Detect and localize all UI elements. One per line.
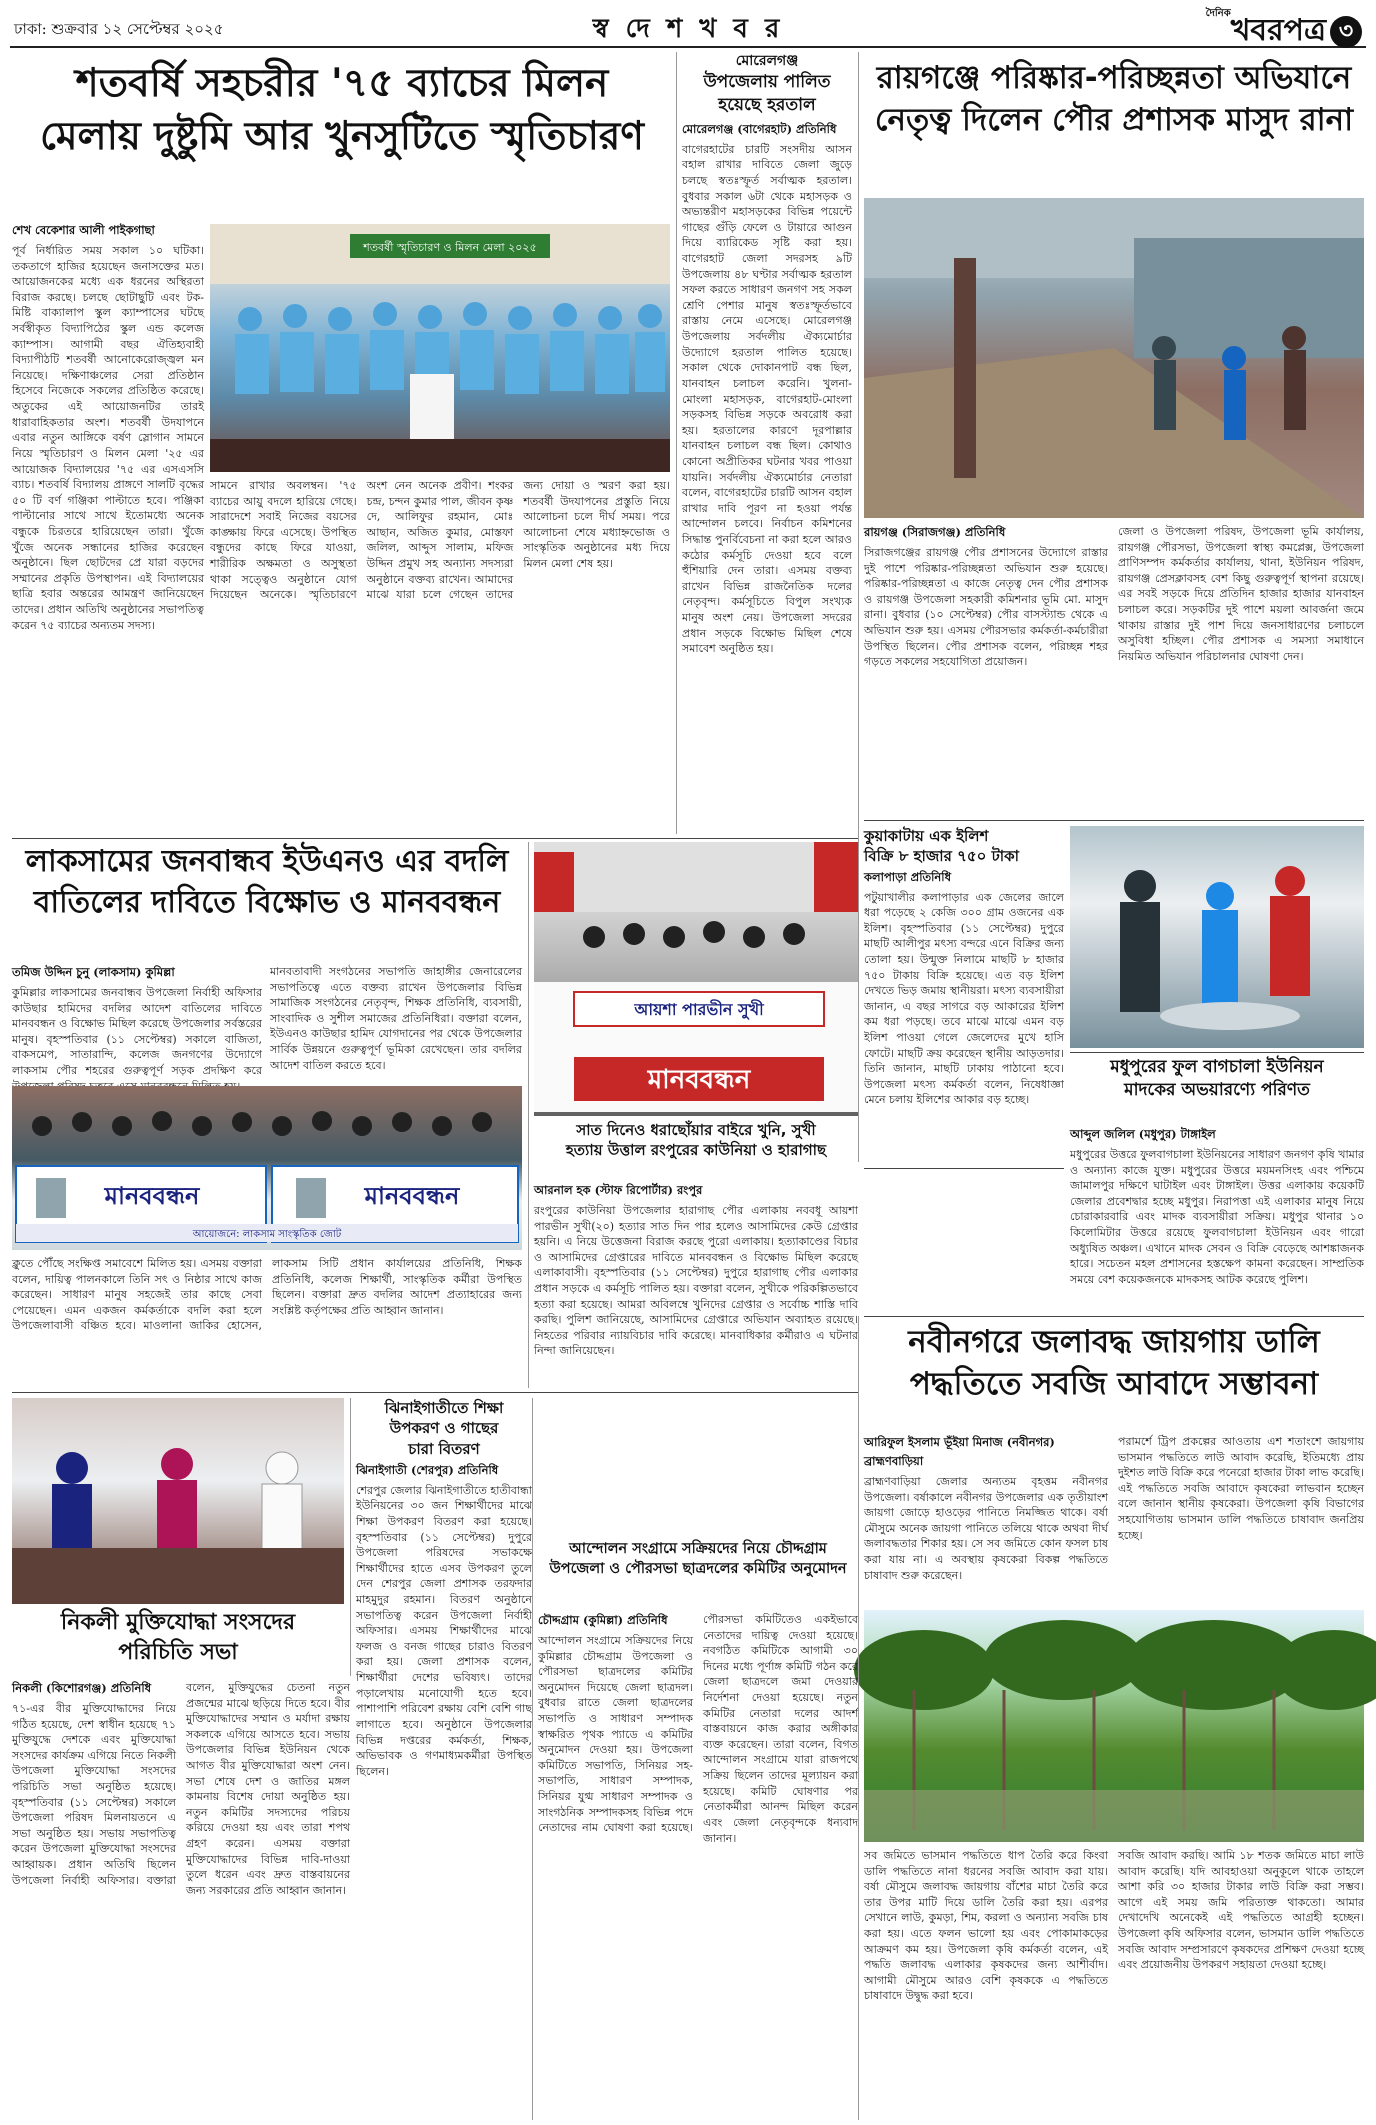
protest-photo-illustration [12, 1086, 522, 1250]
article11-column [538, 1612, 858, 2120]
article8-headline-line1: সাত দিনেও ধরাছোঁয়ার বাইরে খুনি, সুখী [576, 1121, 816, 1139]
article5-column [1070, 1126, 1364, 1312]
article11-headline-line2: উপজেলা ও পৌরসভা ছাত্রদলের কমিটির অনুমোদন [549, 1560, 847, 1577]
paper-logo-text: খবরপত্র [1230, 13, 1326, 48]
article4-body: পটুয়াখালীর কলাপাড়ার এক জেলের জালে ধরা পড়েছে ২ কেজি ৩০০ গ্রাম ওজনের এক ইলিশ। বৃহস্পতিবার (১১ সেপ্টেম্বর) দুপুরে মাছটি আলীপুর মৎস্য বন্দরে এনে বিক্রির জন্য তোলা হয়। উন্মুক্ত নিলামে মাছটি ৮ হাজার ৭৫০ টাকায় বিক্রি হয়েছে। এত বড় ইলিশ দেখতে ভিড় জমায় স্থানীয়রা। মৎস্য ব্যবসায়ীরা জানান, এ বছর সাগরে বড় আকারের ইলিশ কম ধরা পড়ছে। তবে মাঝে মাঝে এমন বড় ইলিশ পাওয়া গেলে জেলেদের মুখে হাসি ফোটে। মাছটি ক্রয় করেছেন স্থানীয় আড়তদার। তিনি জানান, মাছটি ঢাকায় পাঠানো হবে। উপজেলা মৎস্য কর্মকর্তা বলেন, নিষেধাজ্ঞা মেনে চলায় ইলিশের আকার বড় হচ্ছে। [864, 890, 1064, 1107]
article8-banner-top: আয়শা পারভীন সুখী [634, 1000, 764, 1019]
article9-headline-line1: ঝিনাইগাতীতে শিক্ষা [384, 1399, 504, 1417]
article6-column-bottom-left [864, 1848, 1108, 2120]
article1-headline-line1: শতবর্ষি সহচরীর '৭৫ ব্যাচের মিলন [75, 61, 609, 106]
fish-photo-illustration [1070, 826, 1364, 1048]
photo-banner-text: শতবর্ষী স্মৃতিচারণ ও মিলন মেলা ২০২৫ [363, 241, 537, 254]
article8-banner-text: মানববন্ধন [647, 1065, 751, 1095]
article1-body-bottom: সামনে রাখার অবলম্বন। '৭৫ ব্যাচের আয়ু বদলে হারিয়ে গেছে। সারাদেশে সবাই নিজের বয়সের কাঙ্ক্ষায় ফিরে এসেছে। উপস্থিত বন্ধুদের কাছে ফিরে যাওয়া, শারীরিক অক্ষমতা ও অসুস্থতা থাকা সত্ত্বেও অনুষ্ঠানে যোগ দিয়েছেন অনেকে। স্মৃতিচারণে অংশ নেন অনেক প্রবীণ। শংকর চন্দ্র, চন্দন কুমার পাল, জীবন কৃষ্ণ দে, আলিফুর রহমান, মোঃ আছান, অজিত কুমার, মোস্তফা জলিল, আব্দুস সালাম, মফিজ উদ্দিন প্রমুখ সহ অন্যান্য সদস্যরা অনুষ্ঠানে বক্তব্য রাখেন। আমাদের মাঝে যারা চলে গেছেন তাদের জন্য দোয়া ও স্মরণ করা হয়। শতবর্ষী উদযাপনের প্রস্তুতি নিয়ে আলোচনা চলে দীর্ঘ সময়। পরে আলোচনা শেষে মধ্যাহ্নভোজ ও সাংস্কৃতিক অনুষ্ঠানের মধ্য দিয়ে মিলন মেলা শেষ হয়। [210, 479, 670, 602]
section-divider [864, 1316, 1364, 1317]
article7-column-bottom [12, 1256, 522, 1386]
article1-group-photo [210, 224, 670, 472]
article4-headline-line2: বিক্রি ৮ হাজার ৭৫০ টাকা [864, 847, 1019, 866]
article11-headline [538, 1540, 858, 1610]
article6-vegetable-photo [864, 1610, 1364, 1842]
article8-photo-illustration [534, 842, 858, 1116]
column-divider [858, 52, 859, 1162]
article3-headline [864, 52, 1364, 192]
article7-byline: তমিজ উদ্দিন চুনু (লাকসাম) কুমিল্লা [12, 965, 175, 979]
article5-headline-line1: মধুপুরের ফুল বাগচালা ইউনিয়ন [1110, 1057, 1324, 1077]
article1-column-bottom [210, 478, 670, 834]
section-divider [1070, 1052, 1364, 1053]
cleaning-photo-illustration [864, 198, 1364, 518]
article1-body-left: পূর্ব নির্ধারিত সময় সকাল ১০ ঘটিকা। তকতাগে হাজির হয়েছেন জনাসক্তের মত। আয়োজনকের মধ্যে এক ধরনের অস্থিরতা বিরাজ করছে। চলছে ছোটাছুটি এবং টক-মিষ্টি বাক্যালাপ স্কুল ক্যাম্পাসের ঘটছে সর্বস্বীকৃত বিদ্যাপিঠের স্কুল এন্ড কলেজ ক্যাম্পাস। আগামী বছর ঐতিহ্যবাহী বিদ্যাপীঠটি শতবর্ষী আনোকেরোজ্জ্বল মন নিয়েছে। দক্ষিণাঞ্চলের সেরা প্রতিষ্ঠান হিসেবে নিজেকে সকলের প্রতিষ্ঠিত করেছে। অতুকের এই আয়োজনটির তারই ধারাবাহিকতার অংশ। শতবর্ষী উদযাপনে এবার নতুন আঙ্গিকে বর্ষণ স্লোগান সামনে নিয়ে স্মৃতিচারণ ও মিলন মেলা '২৫ এর আয়োজক বিদ্যালয়ের '৭৫ এর এসএসসি ব্যাচ। শতবর্ষি বিদ্যালয় প্রাঙ্গণে সালটি বৃদ্ধের ৫০ টি বর্ণ গঞ্জিকা পাল্টাতে হবে। পঞ্জিকা পাল্টানোর সাথে সাথে ইতোমধ্যে অনেক বন্ধুকে চিরতরে হারিয়েছেন তারা। খুঁজে খুঁজে অনেক সন্ধানের হাজির করেছেন অনুষ্ঠানে। ছিল ছোটদের প্রে যারা বড়দের সম্মানের প্রকৃতি উপস্থাপন। এই বিদ্যালয়ের ছাত্রি হবার অন্তরের আমন্ত্রণ জানিয়েছেন তাদের। প্রধান অতিথি অনুষ্ঠানের সভাপতিত্ব করেন ৭৫ ব্যাচের অন্যতম সদস্য। [12, 244, 204, 632]
article4-byline: কলাপাড়া প্রতিনিধি [864, 869, 952, 884]
article11-body: আন্দোলন সংগ্রামে সক্রিয়দের নিয়ে কুমিল্লার চৌদ্দগ্রাম উপজেলা ও পৌরসভা ছাত্রদলের কমিটির অনুমোদন দিয়েছে জেলা ছাত্রদল। বুধবার রাতে জেলা ছাত্রদলের সভাপতি ও সাধারণ সম্পাদক স্বাক্ষরিত পৃথক প্যাডে এ কমিটির অনুমোদন দেওয়া হয়। উপজেলা কমিটিতে সভাপতি, সিনিয়র সহ-সভাপতি, সাধারণ সম্পাদক, সিনিয়র যুগ্ম সাধারণ সম্পাদক ও সাংগঠনিক সম্পাদকসহ বিভিন্ন পদে নেতাদের নাম ঘোষণা করা হয়েছে। পৌরসভা কমিটিতেও একইভাবে নেতাদের দায়িত্ব দেওয়া হয়েছে। নবগঠিত কমিটিকে আগামী ৩০ দিনের মধ্যে পূর্ণাঙ্গ কমিটি গঠন করে জেলা ছাত্রদলে জমা দেওয়ার নির্দেশনা দেওয়া হয়েছে। নতুন কমিটির নেতারা দলের আদর্শ বাস্তবায়নে কাজ করার অঙ্গীকার ব্যক্ত করেছেন। তারা বলেন, বিগত আন্দোলন সংগ্রামে যারা রাজপথে সক্রিয় ছিলেন তাদের মূল্যায়ন করা হয়েছে। কমিটি ঘোষণার পর নেতাকর্মীরা আনন্দ মিছিল করেন এবং জেলা নেতৃবৃন্দকে ধন্যবাদ জানান। [538, 1613, 858, 1845]
article3-body-left: সিরাজগঞ্জের রায়গঞ্জ পৌর প্রশাসনের উদ্যোগে রাস্তার দুই পাশে পরিষ্কার-পরিচ্ছন্নতা অভিযান শুরু হয়েছে। পরিষ্কার-পরিচ্ছন্নতা এ কাজে নেতৃত্ব দেন পৌর প্রশাসক ও রায়গঞ্জ উপজেলা সহকারী কমিশনার ভূমি মো. মাসুদ রানা। বুধবার (১০ সেপ্টেম্বর) পৌর বাসস্ট্যান্ড থেকে এ অভিযান শুরু হয়। এসময় পৌরসভার কর্মকর্তা-কর্মচারীরা উপস্থিত ছিলেন। পৌর প্রশাসক বলেন, পরিচ্ছন্ন শহর গড়তে সকলের সহযোগিতা প্রয়োজন। [864, 546, 1108, 669]
article1-byline: শেখ বেকেশার আলী পাইকগাছা [12, 223, 155, 237]
article10-meeting-photo [12, 1398, 344, 1604]
article6-body-left: ব্রাহ্মণবাড়িয়া জেলার অন্যতম বৃহত্তম নবীনগর উপজেলা। বর্ষাকালে নবীনগর উপজেলার এক তৃতীয়াংশ জায়গা জোড়ে হাওড়ের পানিতে নিমজ্জিত থাকে। বর্ষা মৌসুমে অনেক জায়গা পানিতে তলিয়ে থাকে অথবা দীর্ঘ জলাবদ্ধতার শিকার হয়। সে সব জমিতে কোন ফসল চাষ করা যায় না। এ অবস্থায় কৃষকেরা বিকল্প পদ্ধতিতে চাষাবাদ শুরু করেছেন। [864, 1475, 1108, 1582]
column-divider [532, 1398, 533, 2120]
article6-body-right: পরামর্শে ট্রিপ প্রকল্পের আওতায় এশ শতাংশে জায়গায় ভাসমান পদ্ধতিতে লাউ আবাদ করেছি, ইতিমধ্যে প্রায় দুইশত লাউ বিক্রি করে পনেরো হাজার টাকা লাভ করেছি। এই পদ্ধতিতে সবজি আবাদে কৃষকেরা লাভবান হচ্ছেন বলে জানান স্থানীয় কৃষকেরা। উপজেলা কৃষি বিভাগের সহযোগিতায় ভাসমান ডালি পদ্ধতিতে চাষাবাদ জনপ্রিয় হচ্ছে। [1118, 1435, 1364, 1542]
article10-headline-line2: পরিচিতি সভা [118, 1639, 238, 1665]
section-divider [864, 820, 1364, 821]
article7-headline [12, 842, 522, 960]
banner-right-text: মানববন্ধন [364, 1182, 460, 1210]
column-divider [528, 842, 529, 1388]
article3-column-left [864, 524, 1108, 814]
article4-headline-line1: কুয়াকাটায় এক ইলিশ [864, 827, 989, 845]
article5-body: মধুপুরের উত্তরে ফুলবাগচালা ইউনিয়নের সাধারণ জনগণ কৃষি খামার ও অন্যান্য কাজে যুক্ত। মধুপুরের উত্তরে ময়মনসিংহ এবং পশ্চিমে জামালপুর দক্ষিণে ঘাটাইল এবং টাঙ্গাইল। উত্তর এলাকায় কয়েকটি জেলার প্রবেশদ্বার হচ্ছে মধুপুর। নিরাপত্তা এই এলাকার মানুষ নিয়ে চোরাকারবারি এবং মাদক ব্যবসায়ীরা সক্রিয়। মধুপুর থানার ১০ কিলোমিটার উত্তরে রয়েছে ফুলবাগচালা ইউনিয়ন এবং গারো অধ্যুষিত অঞ্চল। এখানে মাদক সেবন ও বিক্রি বেড়েছে আশঙ্কাজনক হারে। সচেতন মহল প্রশাসনের হস্তক্ষেপ কামনা করেছেন। সাম্প্রতিক সময়ে বেশ কয়েকজনকে মাদকসহ আটক করেছে পুলিশ। [1070, 1148, 1364, 1286]
article9-headline-line2: উপকরণ ও গাছের [389, 1419, 499, 1438]
article8-byline: আরনাল হক (স্টাফ রিপোর্টার) রংপুর [534, 1183, 703, 1197]
article9-body: শেরপুর জেলার ঝিনাইগাতীতে হাতীবান্ধা ইউনিয়নের ৩০ জন শিক্ষার্থীদের মাঝে শিক্ষা উপকরণ বিতরণ করা হয়েছে। বৃহস্পতিবার (১১ সেপ্টেম্বর) দুপুরে উপজেলা পরিষদের সভাকক্ষে শিক্ষার্থীদের হাতে এসব উপকরণ তুলে দেন শেরপুর জেলা প্রশাসক তরফদার মাহমুদুর রহমান। বিতরণ অনুষ্ঠানে সভাপতিত্ব করেন উপজেলা নির্বাহী অফিসার। এসময় শিক্ষার্থীদের মাঝে ফলজ ও বনজ গাছের চারাও বিতরণ করা হয়। জেলা প্রশাসক বলেন, শিক্ষার্থীরা দেশের ভবিষ্যৎ। তাদের পড়ালেখায় মনোযোগী হতে হবে। পাশাপাশি পরিবেশ রক্ষায় বেশি বেশি গাছ লাগাতে হবে। অনুষ্ঠানে উপজেলার বিভিন্ন দপ্তরের কর্মকর্তা, শিক্ষক, অভিভাবক ও গণমাধ্যমকর্মীরা উপস্থিত ছিলেন। [356, 1483, 532, 1778]
article1-headline [12, 52, 672, 222]
article5-headline-line2: মাদকের অভয়ারণ্যে পরিণত [1124, 1079, 1310, 1100]
article6-byline: আরিফুল ইসলাম ভূঁইয়া মিনাজ (নবীনগর) ব্রাহ্মণবাড়িয়া [864, 1435, 1055, 1468]
article3-column-right [1118, 524, 1364, 814]
article1-column-left [12, 222, 204, 834]
section-name: স্ব দে শ খ ব র [592, 14, 784, 44]
group-photo-illustration [210, 224, 670, 472]
article9-column [356, 1398, 532, 2120]
article2-body: বাগেরহাটের চারটি সংসদীয় আসন বহাল রাখার দাবিতে জেলা জুড়ে চলছে স্বতঃস্ফূর্ত সর্বাত্মক হরতাল। বুধবার সকাল ৬টা থেকে মহাসড়ক ও অভ্যন্তরীণ মহাসড়কের বিভিন্ন পয়েন্টে গাছের গুঁড়ি ফেলে ও টায়ারে আগুন দিয়ে ব্যারিকেড সৃষ্টি করা হয়। বাগেরহাট জেলা সদরসহ ৯টি উপজেলায় ৪৮ ঘণ্টার সর্বাত্মক হরতাল সফল করতে সাধারণ জনগণ সহ সকল শ্রেণি পেশার মানুষ স্বতঃস্ফূর্তভাবে রাস্তায় নেমে এসেছে। মোরেলগঞ্জ উপজেলায় সর্বদলীয় ঐক্যমোর্চার উদ্যোগে হরতাল পালিত হয়েছে। সকাল থেকে দোকানপাট বন্ধ ছিল, যানবাহন চলাচল করেনি। খুলনা-মোংলা মহাসড়ক, বাগেরহাট-মোংলা সড়কসহ বিভিন্ন সড়কে অবরোধ করা হয়। হরতালের কারণে দূরপাল্লার যানবাহন চলাচল বন্ধ ছিল। কোথাও কোনো অপ্রীতিকর ঘটনার খবর পাওয়া যায়নি। সর্বদলীয় ঐক্যমোর্চার নেতারা বলেন, বাগেরহাটের চারটি আসন বহাল রাখার দাবি পূরণ না হওয়া পর্যন্ত আন্দোলন চলবে। নির্বাচন কমিশনের সিদ্ধান্ত পুনর্বিবেচনা না করা হলে আরও কঠোর কর্মসূচি দেওয়া হবে বলে হুঁশিয়ারি দেন তারা। এসময় বক্তব্য রাখেন বিভিন্ন রাজনৈতিক দলের নেতৃবৃন্দ। কর্মসূচিতে বিপুল সংখ্যক মানুষ অংশ নেয়। উপজেলা সদরের প্রধান সড়কে বিক্ষোভ মিছিল শেষে সমাবেশ অনুষ্ঠিত হয়। [682, 142, 852, 656]
section-divider [12, 838, 858, 839]
article3-headline-line1: রায়গঞ্জে পরিষ্কার-পরিচ্ছন্নতা অভিযানে [876, 60, 1352, 96]
vegetable-photo-illustration [864, 1610, 1364, 1842]
article7-body-bottom: ক্লুতে পৌঁছে সংক্ষিপ্ত সমাবেশে মিলিত হয়। এসময় বক্তারা বলেন, দায়িত্ব পালনকালে তিনি সৎ ও নিষ্ঠার সাথে কাজ করেছেন। সাধারণ মানুষ সহজেই তার কাছে সেবা পেয়েছেন। এমন একজন কর্মকর্তাকে বদলি করা হলে উপজেলাবাসী বঞ্চিত হবে। মাওলানা জাকির হোসেন, লাকসাম সিটি প্রধান কার্যালয়ের প্রতিনিধি, শিক্ষক প্রতিনিধি, কলেজ শিক্ষার্থী, সাংস্কৃতিক কর্মীরা উপস্থিত ছিলেন। বক্তারা দ্রুত বদলির আদেশ প্রত্যাহারের জন্য সংশ্লিষ্ট কর্তৃপক্ষের প্রতি আহ্বান জানান। [12, 1257, 522, 1333]
article5-headline [1070, 1056, 1364, 1124]
article11-headline-line1: আন্দোলন সংগ্রামে সক্রিয়দের নিয়ে চৌদ্দগ্রাম [569, 1541, 827, 1557]
article9-byline: ঝিনাইগাতী (শেরপুর) প্রতিনিধি [356, 1462, 499, 1477]
page-number: ৩ [1330, 16, 1362, 48]
article3-headline-line2: নেতৃত্ব দিলেন পৌর প্রশাসক মাসুদ রানা [874, 101, 1354, 138]
article7-headline-line2: বাতিলের দাবিতে বিক্ষোভ ও মানববন্ধন [33, 884, 501, 920]
page-masthead [10, 6, 1366, 48]
article3-byline: রায়গঞ্জ (সিরাজগঞ্জ) প্রতিনিধি [864, 525, 1006, 539]
article6-body-bottom-left: সব জমিতে ভাসমান পদ্ধতিতে ধাপ তৈরি করে কিংবা ডালি পদ্ধতিতে নানা ধরনের সবজি আবাদ করা যায়। বর্ষা মৌসুমে জলাবদ্ধ জায়গায় বাঁশের মাচা তৈরি করে তার উপর মাটি দিয়ে ডালি তৈরি করা হয়। এরপর সেখানে লাউ, কুমড়া, শিম, করলা ও অন্যান্য সবজি চাষ করা হয়। এতে ফলন ভালো হয় এবং পোকামাকড়ের আক্রমণ কম হয়। উপজেলা কৃষি কর্মকর্তা বলেন, এই পদ্ধতি জলাবদ্ধ এলাকার কৃষকদের জন্য আশীর্বাদ। আগামী মৌসুমে আরও বেশি কৃষককে এ পদ্ধতিতে চাষাবাদে উদ্বুদ্ধ করা হবে। [864, 1849, 1108, 2003]
article6-headline-line1: নবীনগরে জলাবদ্ধ জায়গায় ডালি [908, 1324, 1320, 1360]
article6-column-right [1118, 1434, 1364, 1604]
paper-logo-prefix: দৈনিক [1205, 8, 1231, 19]
article9-headline-line3: চারা বিতরণ [408, 1439, 480, 1458]
article3-cleaning-photo [864, 198, 1364, 518]
article2-column [682, 52, 852, 834]
article10-byline: নিকলী (কিশোরগঞ্জ) প্রতিনিধি [12, 1681, 152, 1695]
paper-logo [1206, 6, 1362, 57]
article7-headline-line1: লাকসামের জনবান্ধব ইউএনও এর বদলি [25, 844, 509, 879]
article6-body-bottom-right: সবজি আবাদ করছি। আমি ১৮ শতক জমিতে মাচা লাউ আবাদ করেছি। যদি আবহাওয়া অনুকূলে থাকে তাহলে আশা করি ৩০ হাজার টাকার লাউ বিক্রি করা সম্ভব। আগে এই সময় জমি পরিত্যক্ত থাকতো। আমার দেখাদেখি অনেকেই এই পদ্ধতিতে আগ্রহী হচ্ছেন। উপজেলা কৃষি অফিসার বলেন, ভাসমান ডালি পদ্ধতিতে সবজি আবাদ সম্প্রসারণে কৃষকদের প্রশিক্ষণ দেওয়া হচ্ছে এবং প্রয়োজনীয় উপকরণ সহায়তা দেওয়া হচ্ছে। [1118, 1849, 1364, 1972]
article6-headline [864, 1322, 1364, 1430]
article2-byline: মোরেলগঞ্জ (বাগেরহাট) প্রতিনিধি [682, 121, 837, 136]
article10-headline [12, 1608, 344, 1676]
article8-column [534, 1182, 858, 1388]
article4-fish-photo [1070, 826, 1364, 1048]
section-divider [12, 1392, 858, 1393]
article4-column [864, 826, 1064, 1166]
article8-headline [534, 1120, 858, 1180]
section-divider [864, 1168, 1064, 1169]
article2-kicker: মোরেলগঞ্জ [735, 53, 799, 69]
issue-date: ঢাকা: শুক্রবার ১২ সেপ্টেম্বর ২০২৫ [14, 20, 224, 38]
article5-byline: আব্দুল জলিল (মধুপুর) টাঙ্গাইল [1070, 1127, 1216, 1141]
article6-headline-line2: পদ্ধতিতে সবজি আবাদে সম্ভাবনা [909, 1365, 1319, 1402]
column-divider [350, 1398, 351, 1676]
banner-organizer-text: আয়োজনে: লাকসাম সাংস্কৃতিক জোট [192, 1229, 342, 1240]
article6-column-left [864, 1434, 1108, 1604]
article1-headline-line2: মেলায় দুষ্টুমি আর খুনসুটিতে স্মৃতিচারণ [40, 113, 644, 159]
article10-headline-line1: নিকলী মুক্তিযোদ্ধা সংসদের [60, 1610, 296, 1635]
article7-protest-photo [12, 1086, 522, 1250]
article2-headline: উপজেলায় পালিত হয়েছে হরতাল [703, 71, 831, 115]
article8-body: রংপুরের কাউনিয়া উপজেলার হারাগাছ পৌর এলাকায় নববধূ আয়শা পারভীন সুখী(২০) হত্যার সাত দিন পার হলেও আসামিদের কেউ গ্রেপ্তার হয়নি। এ নিয়ে উত্তেজনা বিরাজ করছে পুরো এলাকায়। হত্যাকাণ্ডের বিচার ও আসামিদের গ্রেপ্তারের দাবিতে মানববন্ধন ও বিক্ষোভ মিছিল করেছে এলাকাবাসী। বৃহস্পতিবার (১১ সেপ্টেম্বর) দুপুরে হারাগাছ পৌর এলাকার প্রধান সড়কে এ কর্মসূচি পালিত হয়। বক্তারা বলেন, সুখীকে পরিকল্পিতভাবে হত্যা করা হয়েছে। আমরা অবিলম্বে খুনিদের গ্রেপ্তার ও সর্বোচ্চ শাস্তি দাবি করছি। পুলিশ জানিয়েছে, আসামিদের গ্রেপ্তারে অভিযান অব্যাহত রয়েছে। নিহতের পরিবার ন্যায়বিচার দাবি করেছে। মানবাধিকার কর্মীরাও এ ঘটনার নিন্দা জানিয়েছেন। [534, 1204, 858, 1358]
article8-headline-line2: হত্যায় উত্তাল রংপুরের কাউনিয়া ও হারাগাছ [565, 1141, 827, 1160]
meeting-photo-illustration [12, 1398, 344, 1604]
article7-column-right [270, 964, 522, 1080]
article3-body-right: জেলা ও উপজেলা পরিষদ, উপজেলা ভূমি কার্যালয়, রায়গঞ্জ পৌরসভা, উপজেলা স্বাস্থ্য কমপ্লেক্স, উপজেলা প্রাণিসম্পদ কর্মকর্তার কার্যালয়, থানা, ইউনিয়ন পরিষদ, রায়গঞ্জ প্রেসক্লাবসহ বেশ কিছু গুরুত্বপূর্ণ স্থাপনা রয়েছে। এর সবই সড়কে দিয়ে প্রতিদিন হাজার হাজার যানবাহন চলাচল করে। সড়কটির দুই পাশে ময়লা আবর্জনা জমে থাকায় রাস্তার দুই পাশ দিয়ে জনসাধারণের চলাচলে অসুবিধা হচ্ছিল। পৌর প্রশাসক এ সমস্যা সমাধানে নিয়মিত অভিযান পরিচালনার ঘোষণা দেন। [1118, 525, 1364, 663]
article10-column [12, 1680, 350, 2120]
article10-body: ৭১-এর বীর মুক্তিযোদ্ধাদের নিয়ে গঠিত হয়েছে, দেশ স্বাধীন হয়েছে ৭১ মুক্তিযুদ্ধে দেশকে এবং মুক্তিযোদ্ধা সংসদের কার্যক্রম এগিয়ে নিতে নিকলী উপজেলা মুক্তিযোদ্ধা সংসদের পরিচিতি সভা অনুষ্ঠিত হয়েছে। বৃহস্পতিবার (১১ সেপ্টেম্বর) সকালে উপজেলা পরিষদ মিলনায়তনে এ সভা অনুষ্ঠিত হয়। সভায় সভাপতিত্ব করেন উপজেলা মুক্তিযোদ্ধা সংসদের আহ্বায়ক। প্রধান অতিথি ছিলেন উপজেলা নির্বাহী অফিসার। বক্তারা বলেন, মুক্তিযুদ্ধের চেতনা নতুন প্রজন্মের মাঝে ছড়িয়ে দিতে হবে। বীর মুক্তিযোদ্ধাদের সম্মান ও মর্যাদা রক্ষায় সকলকে এগিয়ে আসতে হবে। সভায় উপজেলার বিভিন্ন ইউনিয়ন থেকে আগত বীর মুক্তিযোদ্ধারা অংশ নেন। সভা শেষে দেশ ও জাতির মঙ্গল কামনায় বিশেষ দোয়া অনুষ্ঠিত হয়। নতুন কমিটির সদস্যদের পরিচয় করিয়ে দেওয়া হয় এবং তারা শপথ গ্রহণ করেন। এসময় বক্তারা মুক্তিযোদ্ধাদের বিভিন্ন দাবি-দাওয়া তুলে ধরেন এবং দ্রুত বাস্তবায়নের জন্য সরকারের প্রতি আহ্বান জানান। [12, 1681, 350, 1897]
article11-byline: চৌদ্দগ্রাম (কুমিল্লা) প্রতিনিধি [538, 1613, 668, 1627]
article7-body-right: মানবতাবাদী সংগঠনের সভাপতি জাহাঙ্গীর জেনারেলের সভাপতিত্বে এতে বক্তব্য রাখেন উপজেলার বিভিন্ন সামাজিক সংগঠনের নেতৃবৃন্দ, শিক্ষক প্রতিনিধি, ব্যবসায়ী, সাংবাদিক ও সুশীল সমাজের প্রতিনিধিরা। বক্তারা বলেন, ইউএনও কাউছার হামিদ যোগদানের পর থেকে উপজেলার সার্বিক উন্নয়নে গুরুত্বপূর্ণ ভূমিকা রেখেছেন। তার বদলির আদেশ বাতিল করতে হবে। [270, 965, 522, 1072]
article8-protest-photo [534, 842, 858, 1116]
article7-column-left [12, 964, 262, 1080]
column-divider [676, 52, 677, 834]
article6-column-bottom-right [1118, 1848, 1364, 2120]
banner-left-text: মানববন্ধন [104, 1182, 200, 1210]
column-divider [858, 1316, 859, 2120]
article7-body-left: কুমিল্লার লাকসামের জনবান্ধব উপজেলা নির্বাহী অফিসার কাউছার হামিদের বদলির আদেশ বাতিলের দাবিতে মানববন্ধন ও বিক্ষোভ মিছিল করেছে উপজেলার সর্বস্তরের মানুষ। বৃহস্পতিবার (১১ সেপ্টেম্বর) সকালে বাজিতা, বাকসমেপ, সাতারান্দি, কলেজ জনগণের উদ্যোগে লাকসাম পৌর শহরের গুরুত্বপূর্ণ সড়ক প্রদক্ষিণ করে [12, 986, 262, 1078]
